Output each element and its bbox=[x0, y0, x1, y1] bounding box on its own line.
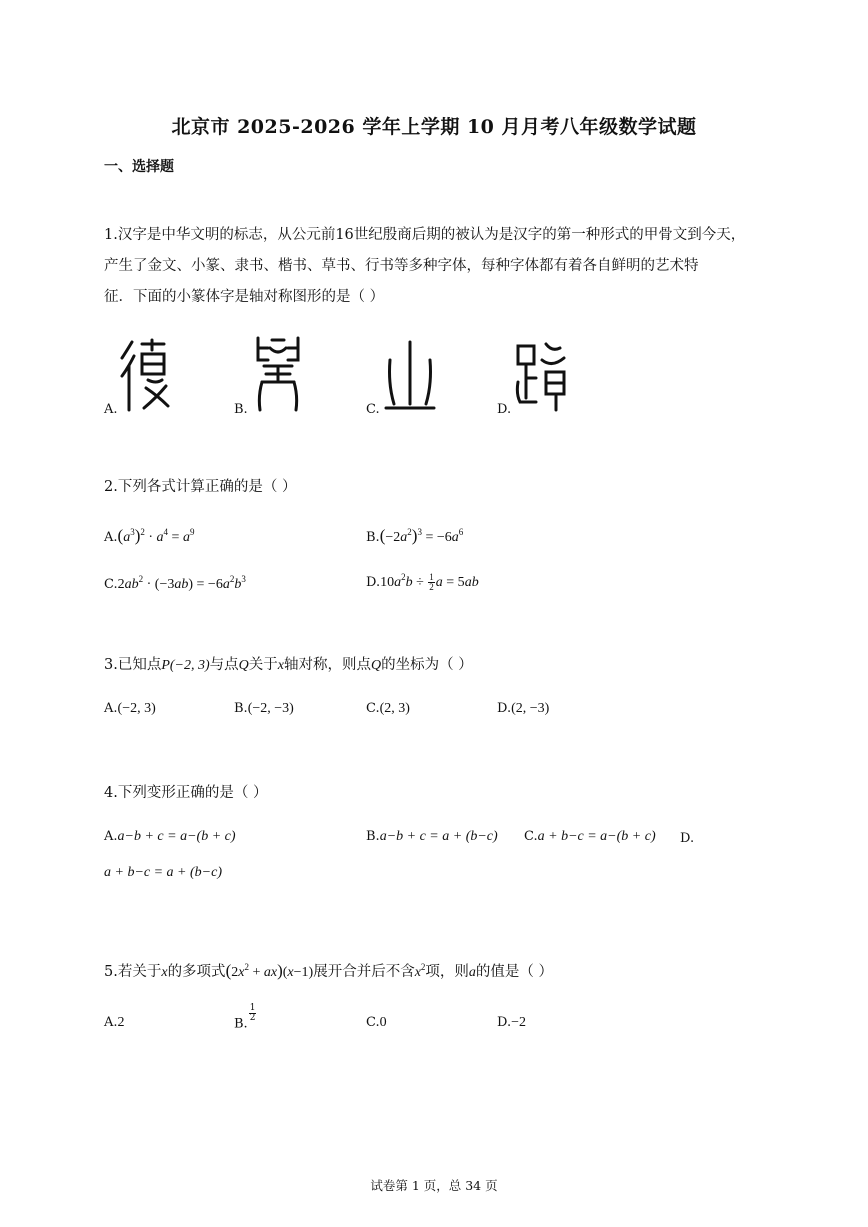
question-4-option-a-label: A. bbox=[104, 829, 118, 844]
question-3-text-part: 轴对称，则点 bbox=[284, 657, 372, 673]
fraction-one-half: $\frac{1}{2}$ bbox=[249, 1003, 256, 1023]
question-5-text-part: 项，则 bbox=[425, 964, 469, 980]
question-3-option-c-label: C. bbox=[366, 701, 380, 716]
question-5-option-b[interactable] bbox=[234, 1004, 257, 1032]
question-5-option-c-value: 0 bbox=[379, 1015, 387, 1030]
question-3-option-b[interactable] bbox=[234, 700, 294, 717]
question-5-option-a-label: A. bbox=[104, 1015, 118, 1030]
point-q: Q bbox=[238, 658, 249, 673]
question-2-option-c-label: C. bbox=[104, 577, 118, 592]
question-3-option-d-label: D. bbox=[497, 701, 512, 716]
question-1-line-1: 1.汉字是中华文明的标志，从公元前16世纪殷商后期的被认为是汉字的第一种形式的甲骨文到今天， bbox=[104, 227, 746, 243]
question-3-option-b-value: (−2, −3) bbox=[247, 701, 294, 716]
question-4-option-c[interactable] bbox=[524, 828, 656, 845]
page-footer: 试卷第 1 页，总 34 页 bbox=[370, 1178, 498, 1193]
question-4-option-d-label: D. bbox=[680, 831, 695, 846]
point-q: Q bbox=[371, 658, 382, 673]
question-5-text-part: 的值是（ ） bbox=[475, 964, 554, 980]
term-x-squared: $x^2$ bbox=[414, 962, 426, 980]
question-3-option-d-value: (2, −3) bbox=[511, 701, 550, 716]
question-4-option-a-value: a−b + c = a−(b + c) bbox=[117, 829, 236, 844]
question-3-text-part: 的坐标为（ ） bbox=[381, 657, 473, 673]
question-3-option-c-value: (2, 3) bbox=[379, 701, 410, 716]
question-3-text-part: 关于 bbox=[248, 657, 278, 673]
question-5-option-d[interactable] bbox=[497, 1014, 526, 1031]
question-5-option-d-label: D. bbox=[497, 1015, 512, 1030]
question-5-option-c-label: C. bbox=[366, 1015, 380, 1030]
question-5-text bbox=[104, 952, 784, 988]
question-5-text-part: 的多项式 bbox=[167, 964, 226, 980]
polynomial-formula: $(2x^2 + ax)(x-1)$ bbox=[225, 961, 314, 980]
question-2-option-c-formula: $2ab^2 \cdot (-3ab) = -6a^2b^3$ bbox=[117, 574, 246, 592]
question-4-option-c-label: C. bbox=[524, 829, 538, 844]
variable-a: a bbox=[468, 965, 476, 980]
question-4-option-d-value: a + b−c = a + (b−c) bbox=[104, 865, 222, 880]
question-3-text bbox=[104, 650, 784, 681]
question-3-option-b-label: B. bbox=[234, 701, 248, 716]
seal-character-xing-icon bbox=[248, 334, 308, 412]
question-2-option-b-formula: $(-2a^2)^3 = -6a^6$ bbox=[379, 526, 464, 545]
question-4-option-b[interactable] bbox=[366, 828, 498, 845]
question-3-text-part: 3.已知点 bbox=[104, 657, 162, 673]
question-2-option-d-formula: $10a^2b$ ÷ $\frac{1}{2}$ a = 5ab bbox=[380, 572, 479, 593]
question-4-option-b-value: a−b + c = a + (b−c) bbox=[379, 829, 498, 844]
seal-character-lu-icon bbox=[512, 338, 572, 416]
question-3-option-d[interactable] bbox=[497, 700, 549, 717]
question-1-line-3: 征．下面的小篆体字是轴对称图形的是（ ） bbox=[104, 289, 385, 305]
question-5-option-c[interactable] bbox=[366, 1014, 387, 1031]
page-title: 北京市 2025-2026 学年上学期 10 月月考八年级数学试题 bbox=[171, 116, 697, 138]
question-2-text: 2.下列各式计算正确的是（ ） bbox=[104, 479, 297, 495]
question-2-option-c[interactable] bbox=[104, 574, 246, 593]
question-3-option-a[interactable] bbox=[104, 700, 156, 717]
question-2-option-b-label: B. bbox=[366, 530, 380, 545]
question-5-option-a[interactable] bbox=[104, 1014, 125, 1031]
question-1-option-b-label[interactable]: B. bbox=[234, 402, 248, 417]
question-2-option-a-label: A. bbox=[104, 530, 118, 545]
variable-x: x bbox=[161, 965, 168, 980]
question-3-text-part: 与点 bbox=[209, 657, 239, 673]
question-2-option-a-formula: $(a^3)^2 \cdot a^4 = a^9$ bbox=[117, 526, 195, 545]
question-4-option-a[interactable] bbox=[104, 828, 236, 845]
question-2-option-b[interactable] bbox=[366, 526, 463, 546]
question-5-text-part: 5.若关于 bbox=[104, 964, 162, 980]
question-1-text bbox=[104, 220, 784, 313]
question-1-option-a-label[interactable]: A. bbox=[104, 402, 118, 417]
question-5-option-d-value: −2 bbox=[511, 1015, 526, 1030]
question-4-option-d[interactable] bbox=[104, 864, 222, 881]
question-4-option-c-value: a + b−c = a−(b + c) bbox=[537, 829, 656, 844]
question-5-option-a-value: 2 bbox=[117, 1015, 125, 1030]
question-2-option-a[interactable] bbox=[104, 526, 194, 546]
question-5-option-b-label: B. bbox=[234, 1016, 248, 1032]
point-p: P(−2, 3) bbox=[161, 658, 210, 673]
question-4-option-b-label: B. bbox=[366, 829, 380, 844]
question-4-option-d-label-wrap[interactable] bbox=[680, 830, 694, 846]
seal-character-fu-icon bbox=[118, 336, 178, 414]
axis-x: x bbox=[277, 658, 285, 673]
question-3-option-c[interactable] bbox=[366, 700, 410, 717]
question-5-text-part: 展开合并后不含 bbox=[313, 964, 415, 980]
question-1-option-d-label[interactable]: D. bbox=[497, 402, 512, 417]
question-2-option-d[interactable] bbox=[366, 572, 479, 592]
question-3-option-a-label: A. bbox=[104, 701, 118, 716]
fraction-one-half: $\frac{1}{2}$ bbox=[429, 572, 434, 593]
question-2-option-d-label: D. bbox=[366, 575, 381, 590]
question-1-option-c-label[interactable]: C. bbox=[366, 402, 380, 417]
seal-character-zhi-icon bbox=[380, 338, 440, 416]
question-4-text: 4.下列变形正确的是（ ） bbox=[104, 785, 268, 801]
question-1-line-2: 产生了金文、小篆、隶书、楷书、草书、行书等多种字体，每种字体都有着各自鲜明的艺术特 bbox=[104, 258, 699, 274]
question-3-option-a-value: (−2, 3) bbox=[117, 701, 156, 716]
section-title: 一、选择题 bbox=[104, 159, 174, 175]
